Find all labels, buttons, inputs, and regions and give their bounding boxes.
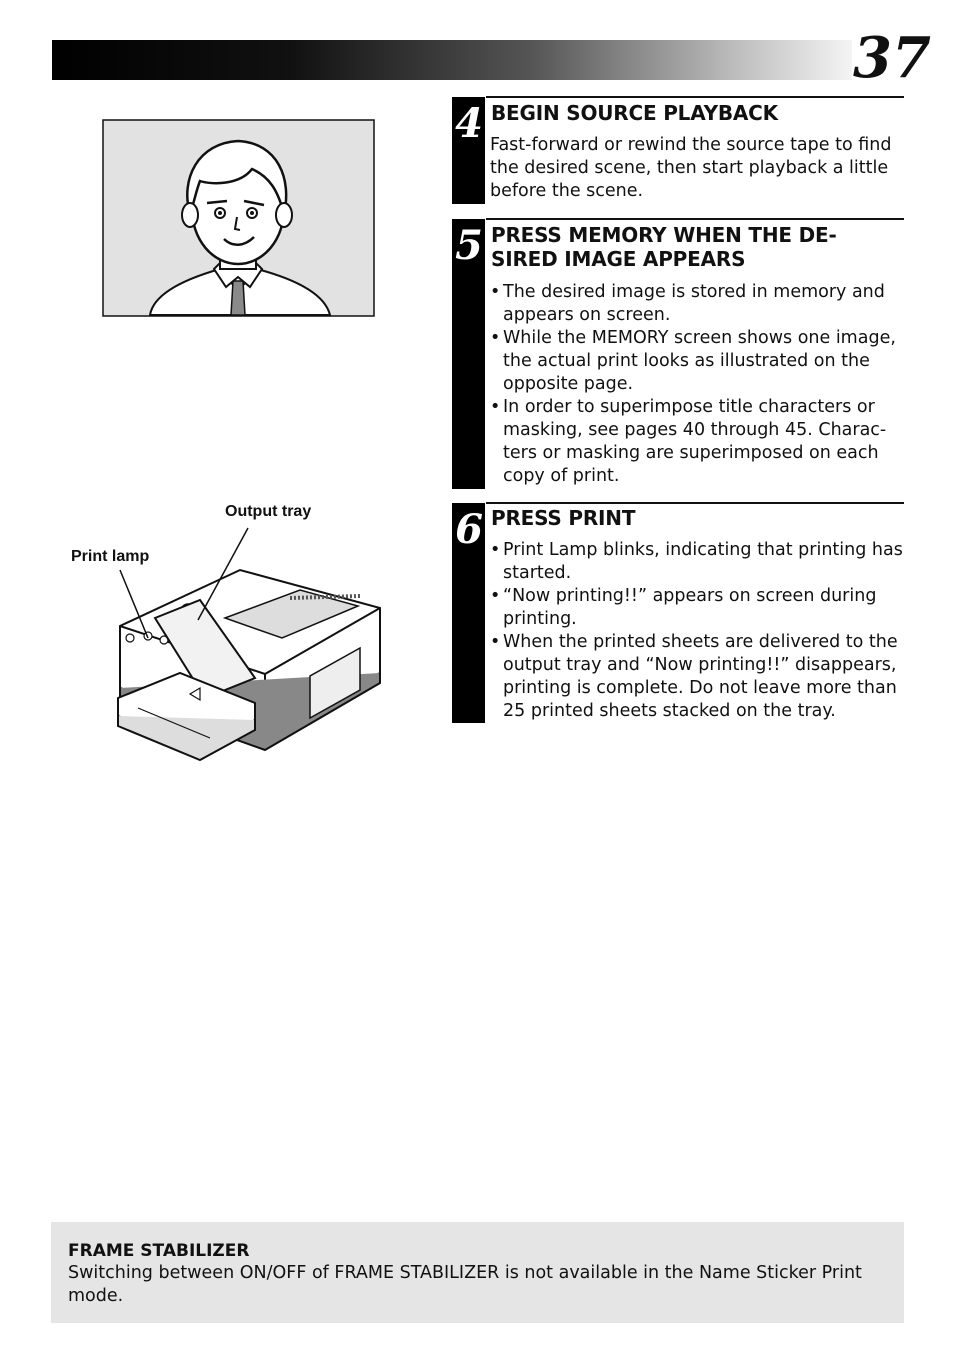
step-6-bullets: [490, 539, 904, 723]
step-4-rule: [486, 96, 904, 98]
step-6-bullet: • Print Lamp blinks, indicating that printing has started.: [490, 539, 904, 585]
step-6-bullet: • “Now printing!!” appears on screen during printing.: [490, 585, 904, 631]
step-5-number: 5: [455, 222, 483, 269]
note-text: Switching between ON/OFF of FRAME STABILIZER is not available in the Name Sticker Print mode.: [68, 1263, 862, 1306]
step-6-bullet: • When the printed sheets are delivered to the output tray and “Now printing!!” disappears, printing is complete. Do not leave more than 25 printed sheets stacked on the tray.: [490, 631, 904, 723]
step-4-title: BEGIN SOURCE PLAYBACK: [491, 101, 778, 125]
print-lamp-label: Print lamp: [71, 548, 150, 565]
step-5-bullets: [490, 281, 904, 488]
frame-stabilizer-note: [51, 1222, 904, 1323]
step-5-bullet: • In order to superimpose title characters or masking, see pages 40 through 45. Charac- ters or masking are superimposed on each copy of print.: [490, 396, 904, 488]
step-6-title: PRESS PRINT: [491, 506, 636, 530]
step-6-rule: [486, 502, 904, 504]
step-5-title: PRESS MEMORY WHEN THE DE- SIRED IMAGE APPEARS: [491, 223, 837, 271]
step-5-bullet: • The desired image is stored in memory and appears on screen.: [490, 281, 904, 327]
page-number: 37: [853, 25, 931, 91]
note-title: FRAME STABILIZER: [68, 1241, 250, 1261]
printer-illustration: [60, 498, 400, 768]
output-tray-label: Output tray: [225, 503, 312, 520]
step-4-number: 4: [455, 100, 483, 147]
step-5-bullet: • While the MEMORY screen shows one image, the actual print looks as illustrated on the opposite page.: [490, 327, 904, 396]
step-4-body: Fast-forward or rewind the source tape to find the desired scene, then start playback a little before the scene.: [490, 135, 892, 201]
step-5-rule: [486, 218, 904, 220]
screen-illustration: [102, 119, 375, 317]
step-6-number: 6: [455, 506, 483, 553]
header-bar: [52, 40, 852, 80]
